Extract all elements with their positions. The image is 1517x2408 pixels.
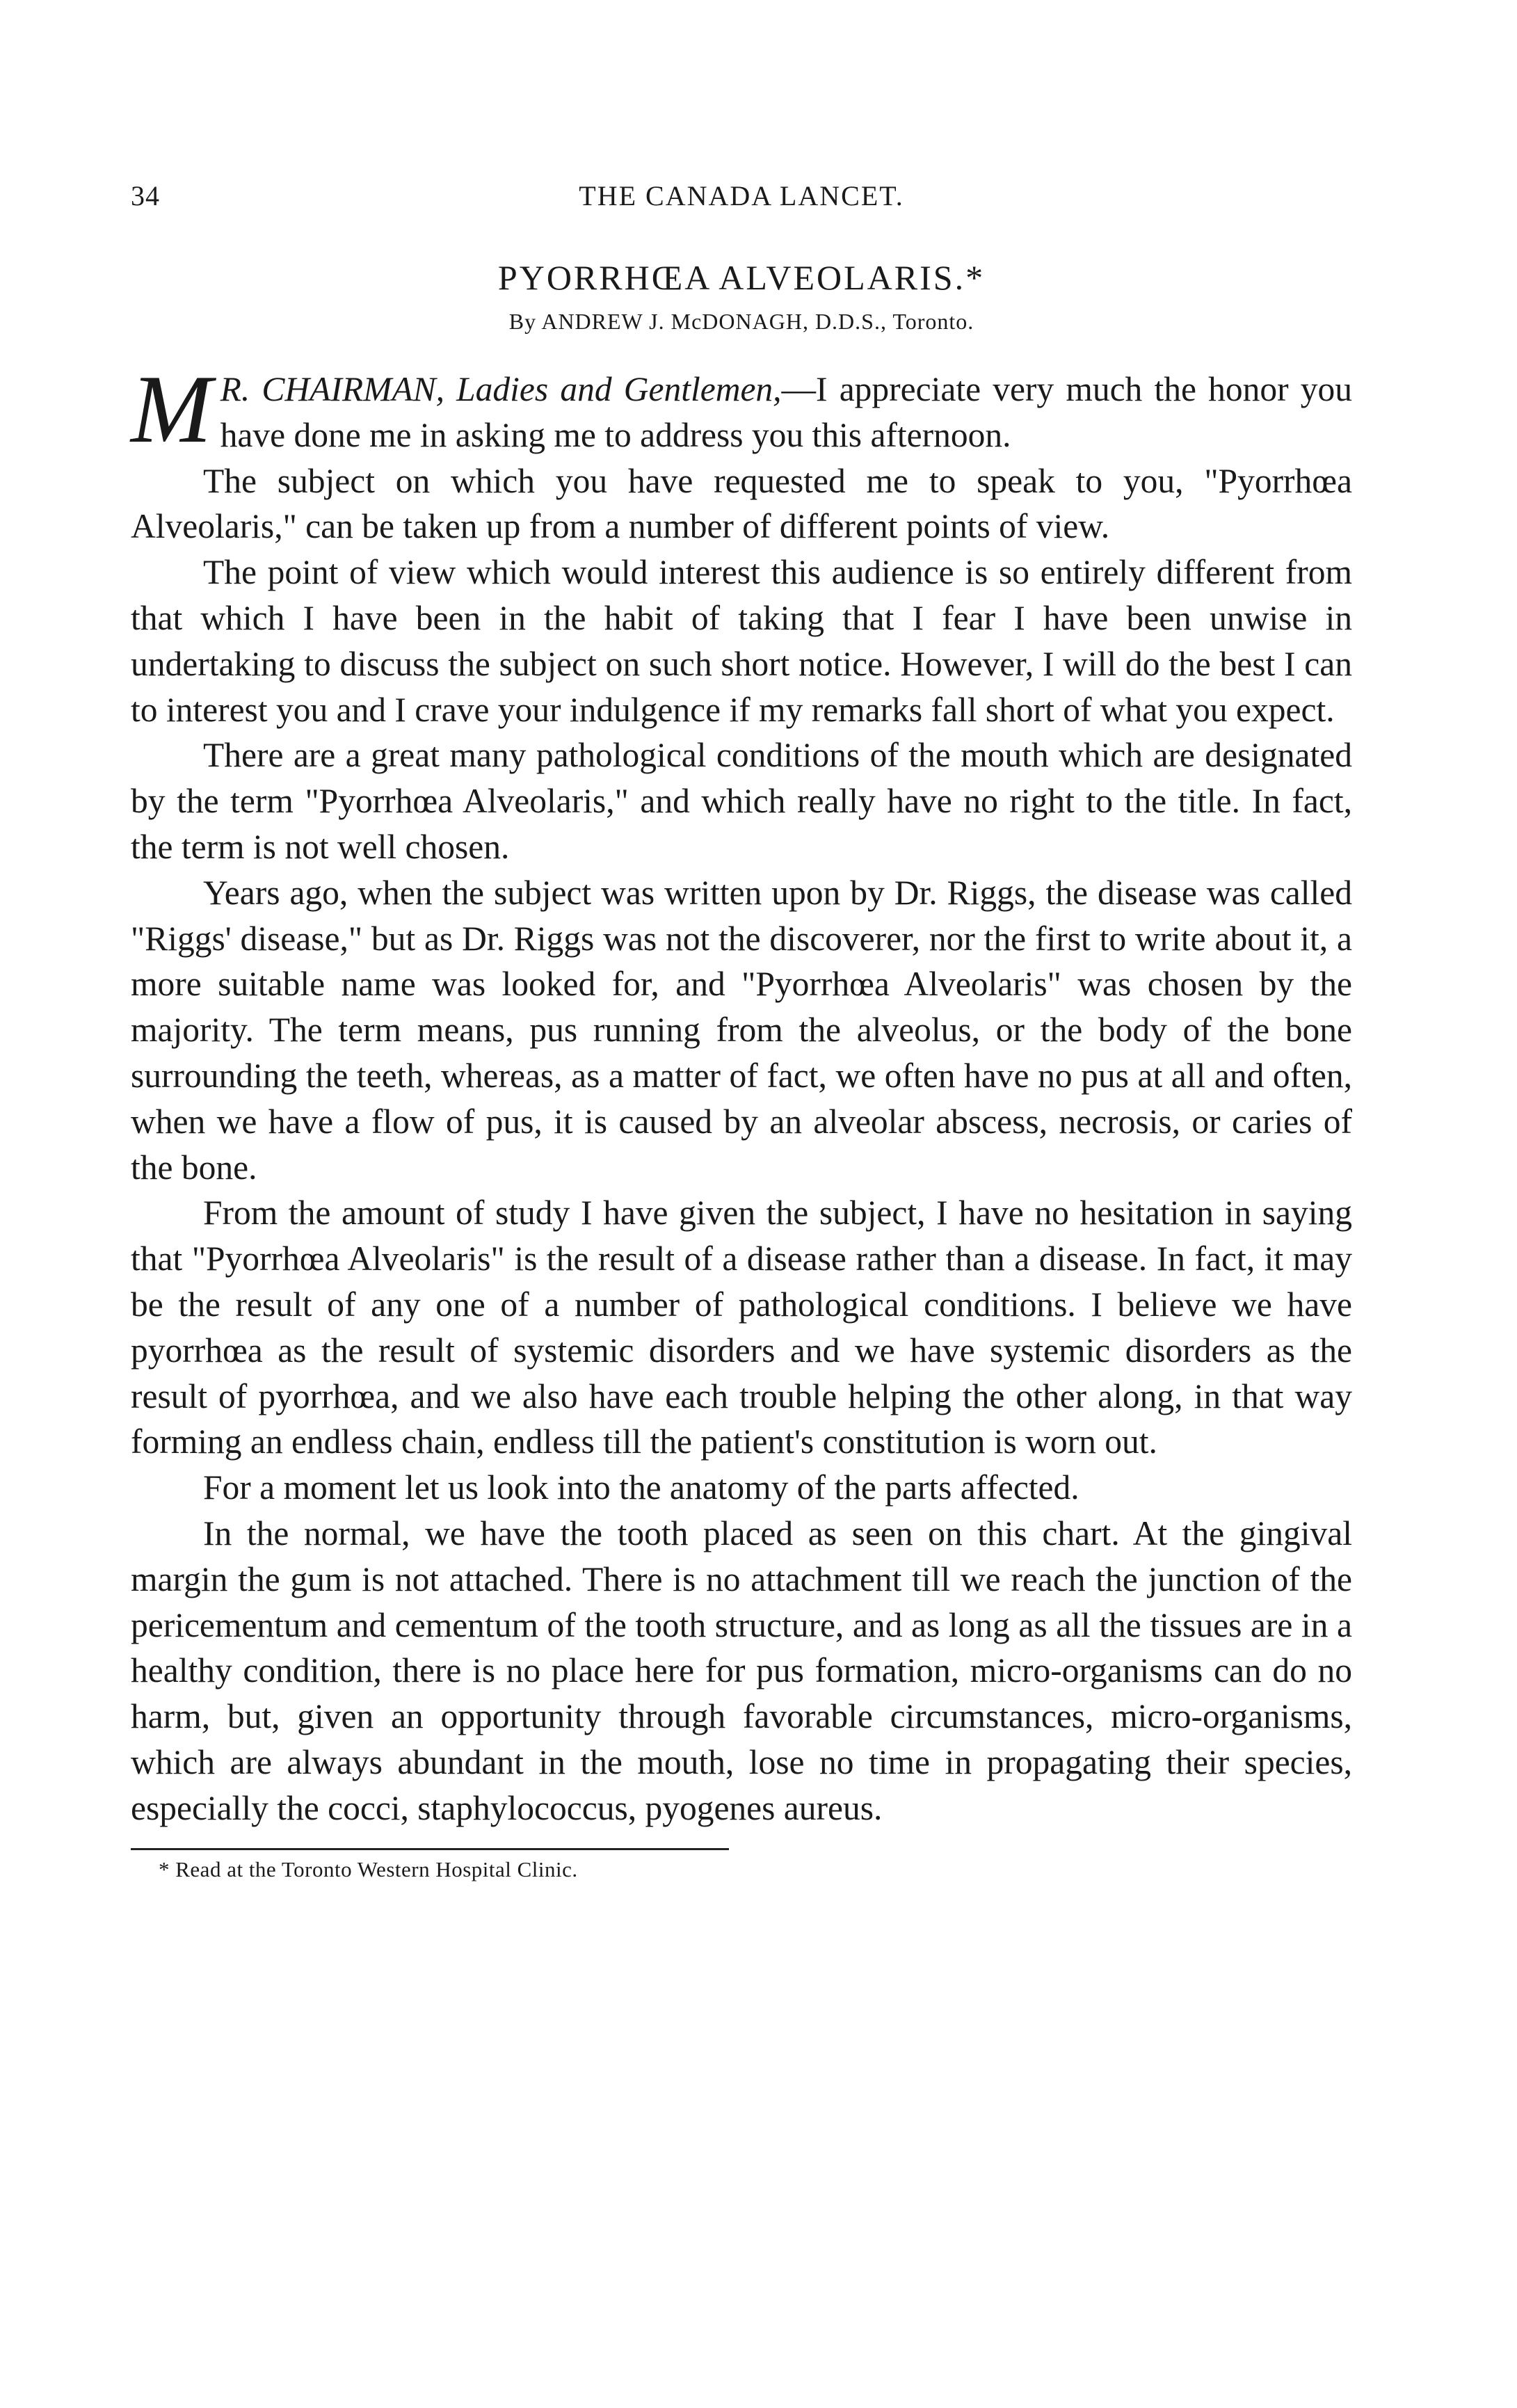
paragraph: From the amount of study I have given the subject, I have no hesitation in saying that "Pyorrhœa Alveolaris" is the result of a disease rather than a disease. In fact, it may be the result of any one of a number of pathological conditions. I believe we have pyorrhœa as the result of systemic disorders and we have systemic disorders as the result of pyorrhœa, and we also have each trouble helping the other along, in that way forming an endless chain, endless till the patient's constitution is worn out. [131, 1194, 1352, 1461]
article-title: PYORRHŒA ALVEOLARIS.* [497, 258, 986, 297]
paragraph: Years ago, when the subject was written upon by Dr. Riggs, the disease was called "Riggs' disease," but as Dr. Riggs was not the discoverer, nor the first to write about it, a more suitable name was looked for, and "Pyorrhœa Alveolaris" was chosen by the majority. The term means, pus running from the alveolus, or the body of the bone surrounding the teeth, whereas, as a matter of fact, we often have no pus at all and often, when we have a flow of pus, it is caused by an alveolar abscess, necrosis, or caries of the bone. [131, 873, 1352, 1187]
paragraph: The subject on which you have requested me to speak to you, "Pyorrhœa Alveolaris," can be taken up from a number of different points of view. [131, 461, 1352, 546]
opening-text: —I appreciate very much the honor you have done me in asking me to address you this afternoon. [220, 370, 1353, 454]
author-byline: By ANDREW J. McDONAGH, D.D.S., Toronto. [508, 309, 974, 334]
paragraph: There are a great many pathological conditions of the mouth which are designated by the term "Pyorrhœa Alveolaris," and which really have no right to the title. In fact, the term is not well chosen. [131, 736, 1352, 866]
paragraph: In the normal, we have the tooth placed as seen on this chart. At the gingival margin the gum is not attached. There is no attachment till we reach the junction of the pericementum and cementum of the tooth structure, and as long as all the tissues are in a healthy condition, there is no place here for pus formation, micro-organisms can do no harm, but, given an opportunity through favorable circumstances, micro-organisms, which are always abundant in the mouth, lose no time in propagating their species, especially the cocci, staphylococcus, pyogenes aureus. [131, 1514, 1352, 1827]
paragraph: The point of view which would interest this audience is so entirely different from that which I have been in the habit of taking that I fear I have been unwise in undertaking to discuss the subject on such short notice. However, I will do the best I can to interest you and I crave your indulgence if my remarks fall short of what you expect. [131, 553, 1352, 729]
opening-paragraph [131, 355, 1353, 463]
journal-page [131, 179, 1352, 1882]
paragraph: For a moment let us look into the anatomy of the parts affected. [203, 1468, 1079, 1507]
page-number: 34 [131, 180, 160, 211]
drop-cap: M [131, 355, 212, 463]
salutation: R. CHAIRMAN, Ladies and Gentlemen, [220, 370, 782, 408]
running-head [131, 179, 1352, 221]
footnote-rule [131, 1848, 729, 1850]
footnote: * Read at the Toronto Western Hospital Clinic. [159, 1856, 578, 1881]
journal-title: THE CANADA LANCET. [579, 180, 904, 211]
article-body [131, 355, 1353, 1831]
